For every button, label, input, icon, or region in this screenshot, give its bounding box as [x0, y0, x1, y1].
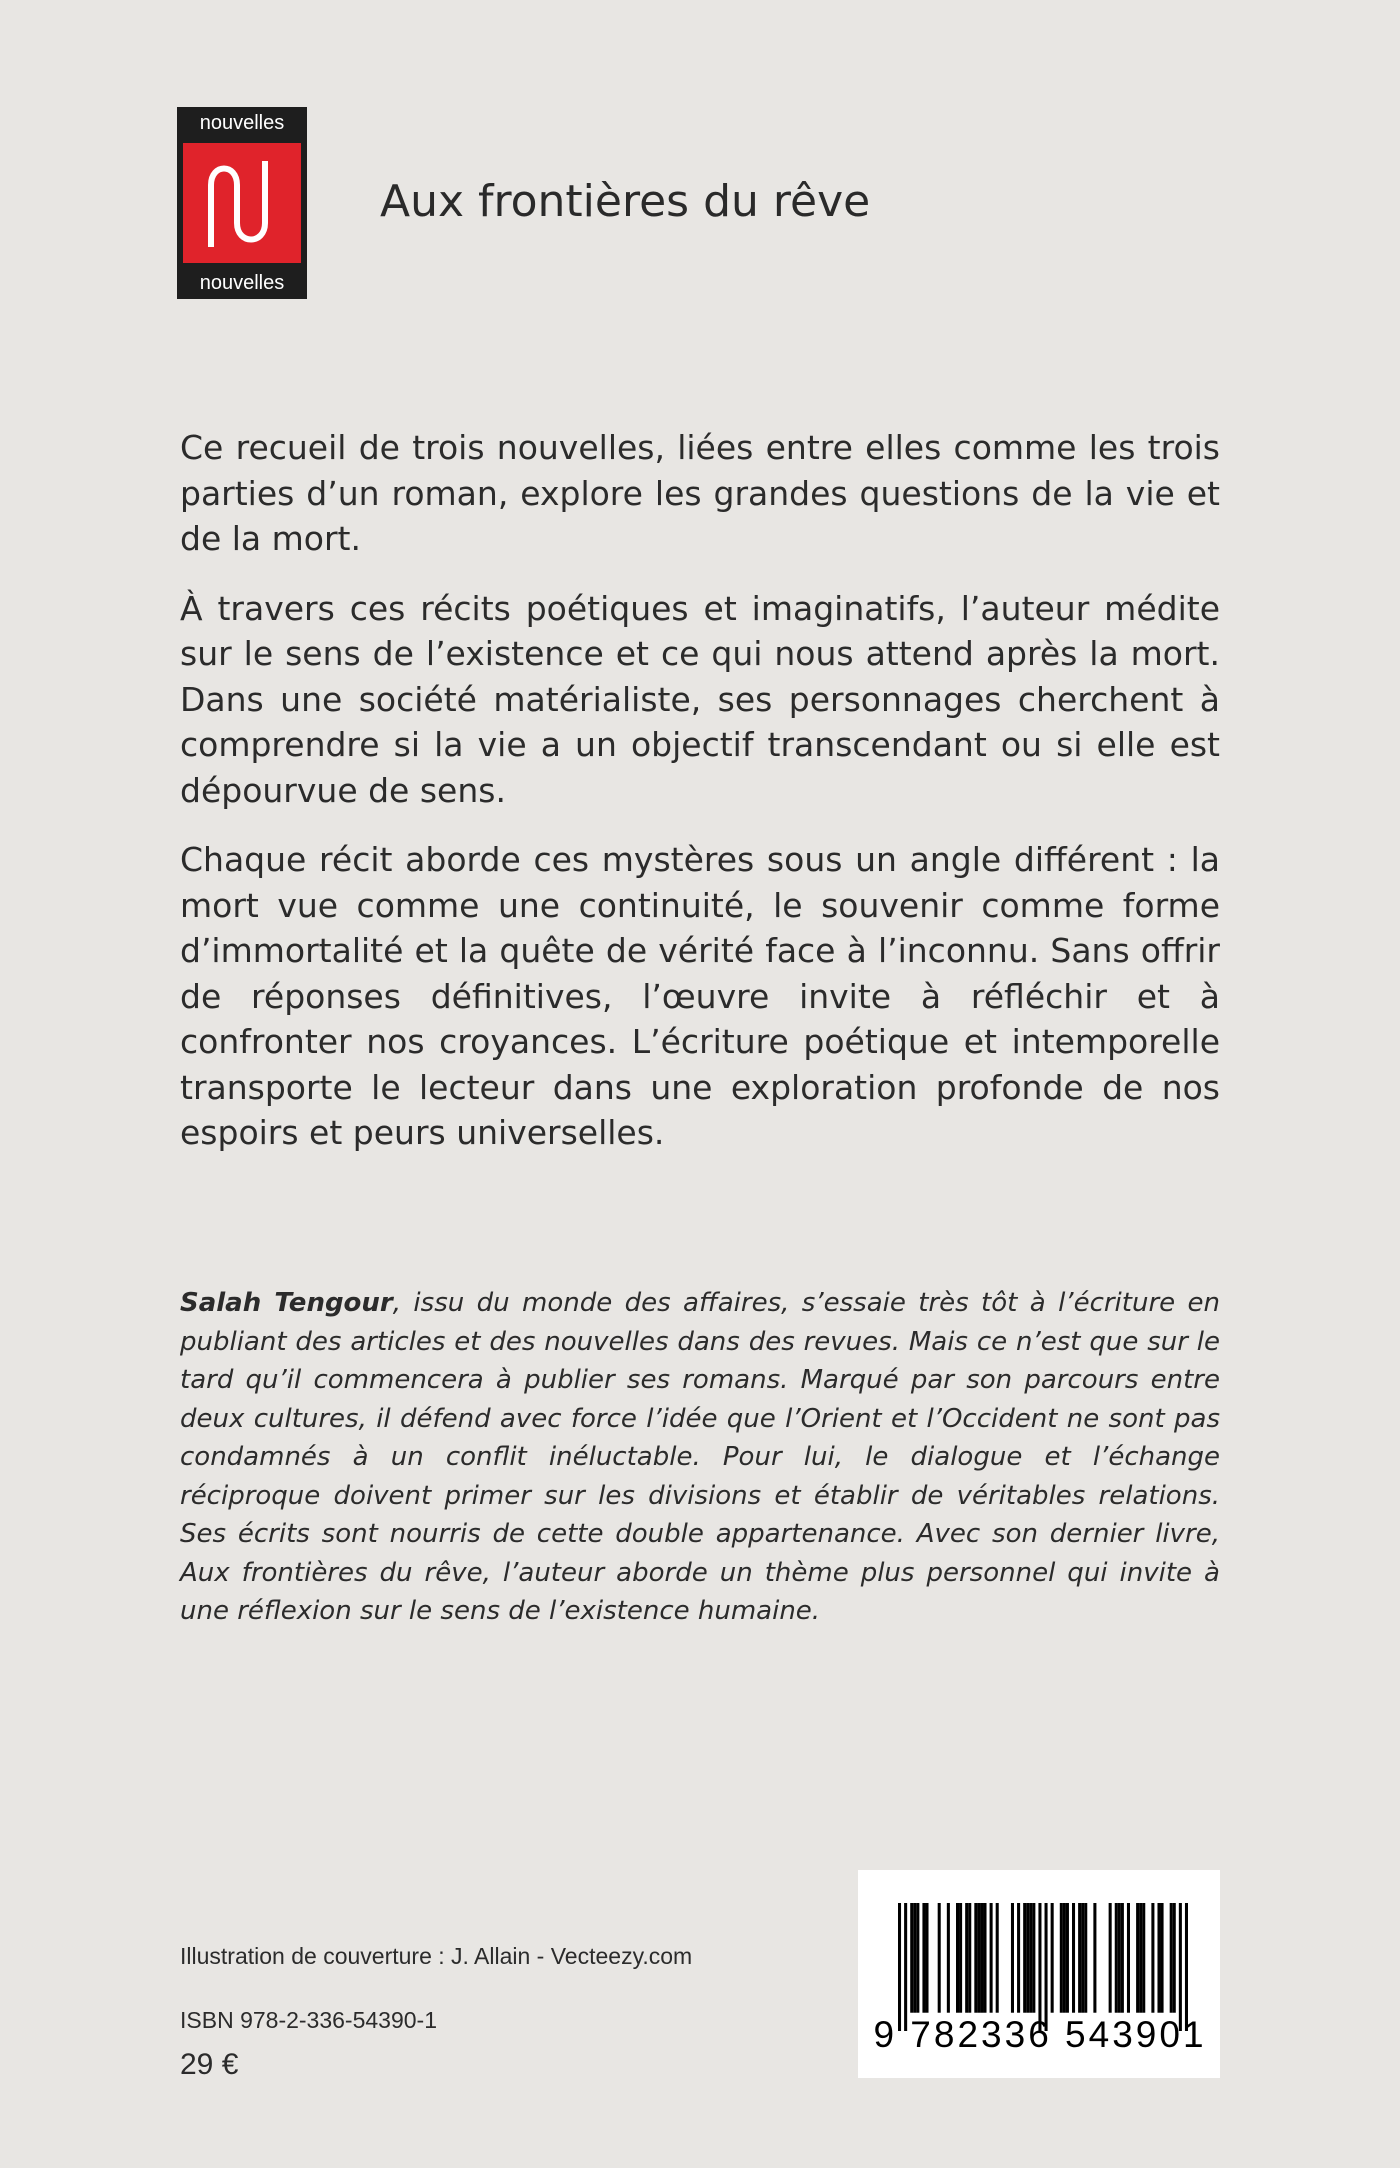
barcode-bar — [1084, 1903, 1087, 2013]
publisher-label-bottom: nouvelles — [199, 272, 285, 294]
author-bio-text: , issu du monde des affaires, s’essaie très tôt à l’écriture en publiant des articles et des nouvelles dans des revues. Mais ce n’est que sur le tard qu’il commencera à publier ses romans. Marqué par son parcours entre deux cultures, il défend avec force l’idée que l’Orient et l’Occident ne sont pas condamnés à un conflit inéluctable. Pour lui, le dialogue et l’échange réciproque doivent primer sur les divisions et établir de véritables relations. Ses écrits sont nourris de cette double appartenance. Avec son dernier livre, Aux frontières du rêve, l’auteur aborde un thème plus personnel qui invite à une réflexion sur le sens de l’existence humaine. — [180, 1288, 1221, 1626]
barcode-bar — [922, 1903, 925, 2013]
barcode-bar — [1170, 1903, 1173, 2013]
barcode-bar — [904, 1903, 907, 2031]
publisher-logo — [177, 107, 307, 299]
barcode-bar — [1029, 1903, 1032, 2013]
barcode-bar — [1185, 1903, 1188, 2031]
barcode-digits: 9 782336 543901 — [873, 2014, 1207, 2055]
barcode-bar — [938, 1903, 941, 2013]
barcode-bar — [990, 1903, 993, 2013]
barcode-bar — [1066, 1903, 1069, 2013]
publisher-mark — [183, 143, 301, 263]
barcode-bar — [1115, 1903, 1118, 2013]
barcode-bar — [916, 1903, 919, 2013]
author-name: Salah Tengour — [180, 1288, 393, 1318]
barcode-bar — [1093, 1903, 1096, 2013]
summary-paragraph: Ce recueil de trois nouvelles, liées entre elles comme les trois parties d’un roman, explore les grandes questions de la vie et de la mort. — [180, 428, 1220, 558]
summary-paragraph: Chaque récit aborde ces mystères sous un angle différent : la mort vue comme une continuité, le souvenir comme forme d’immortalité et la quête de vérité face à l’inconnu. Sans offrir de réponses définitives, l’œuvre invite à réfléchir et à confronter nos croyances. L’écriture poétique et intemporelle transporte le lecteur dans une exploration profonde de nos espoirs et peurs universelles. — [180, 840, 1220, 1152]
barcode-bar — [1127, 1903, 1130, 2013]
barcode-bar — [977, 1903, 980, 2013]
barcode-bar — [1051, 1903, 1054, 2013]
barcode-bar — [1060, 1903, 1063, 2013]
barcode-bar — [913, 1903, 916, 2013]
barcode-bar — [898, 1903, 901, 2031]
barcode-bar — [1142, 1903, 1145, 2013]
barcode-bar — [1121, 1903, 1124, 2013]
cover-credit: Illustration de couverture : J. Allain - Vecteezy.com — [180, 1943, 693, 1969]
barcode-bar — [956, 1903, 959, 2013]
summary — [180, 425, 1220, 1180]
barcode-bar — [1151, 1903, 1154, 2013]
barcode-bar — [1081, 1903, 1084, 2013]
barcode-bar — [1045, 1903, 1048, 2031]
barcode — [858, 1870, 1220, 2078]
price: 29 € — [180, 2048, 239, 2081]
barcode-bar — [1118, 1903, 1121, 2013]
barcode-bar — [1032, 1903, 1035, 2013]
barcode-bar — [1109, 1903, 1112, 2013]
publisher-label-top: nouvelles — [199, 112, 285, 134]
barcode-bar — [983, 1903, 986, 2013]
barcode-bars — [898, 1903, 1188, 2031]
barcode-bar — [980, 1903, 983, 2013]
barcode-bar — [910, 1903, 913, 2013]
barcode-bar — [1139, 1903, 1142, 2013]
barcode-bar — [996, 1903, 999, 2013]
barcode-bar — [1161, 1903, 1164, 2013]
barcode-bar — [965, 1903, 968, 2013]
barcode-bar — [1072, 1903, 1075, 2013]
barcode-bar — [1136, 1903, 1139, 2013]
barcode-bar — [1026, 1903, 1029, 2013]
barcode-bar — [1038, 1903, 1041, 2031]
barcode-bar — [947, 1903, 950, 2013]
barcode-bar — [1173, 1903, 1176, 2013]
nu-monogram-icon — [183, 143, 301, 263]
barcode-bar — [1157, 1903, 1160, 2013]
barcode-bar — [1023, 1903, 1026, 2013]
book-title: Aux frontières du rêve — [380, 176, 871, 227]
summary-paragraph: À travers ces récits poétiques et imaginatifs, l’auteur médite sur le sens de l’existence et ce qui nous attend après la mort. Dans une société matérialiste, ses personnages cherchent à comprendre si la vie a un objectif transcendant ou si elle est dépourvue de sens. — [180, 588, 1220, 810]
author-bio — [180, 1284, 1220, 1631]
barcode-bar — [968, 1903, 971, 2013]
isbn: ISBN 978-2-336-54390-1 — [180, 2007, 437, 2033]
barcode-bar — [959, 1903, 962, 2013]
barcode-bar — [1011, 1903, 1014, 2013]
barcode-bar — [1179, 1903, 1182, 2031]
barcode-bar — [925, 1903, 928, 2013]
barcode-bar — [1063, 1903, 1066, 2013]
barcode-bar — [1017, 1903, 1020, 2013]
barcode-bar — [974, 1903, 977, 2013]
barcode-bar — [1078, 1903, 1081, 2013]
